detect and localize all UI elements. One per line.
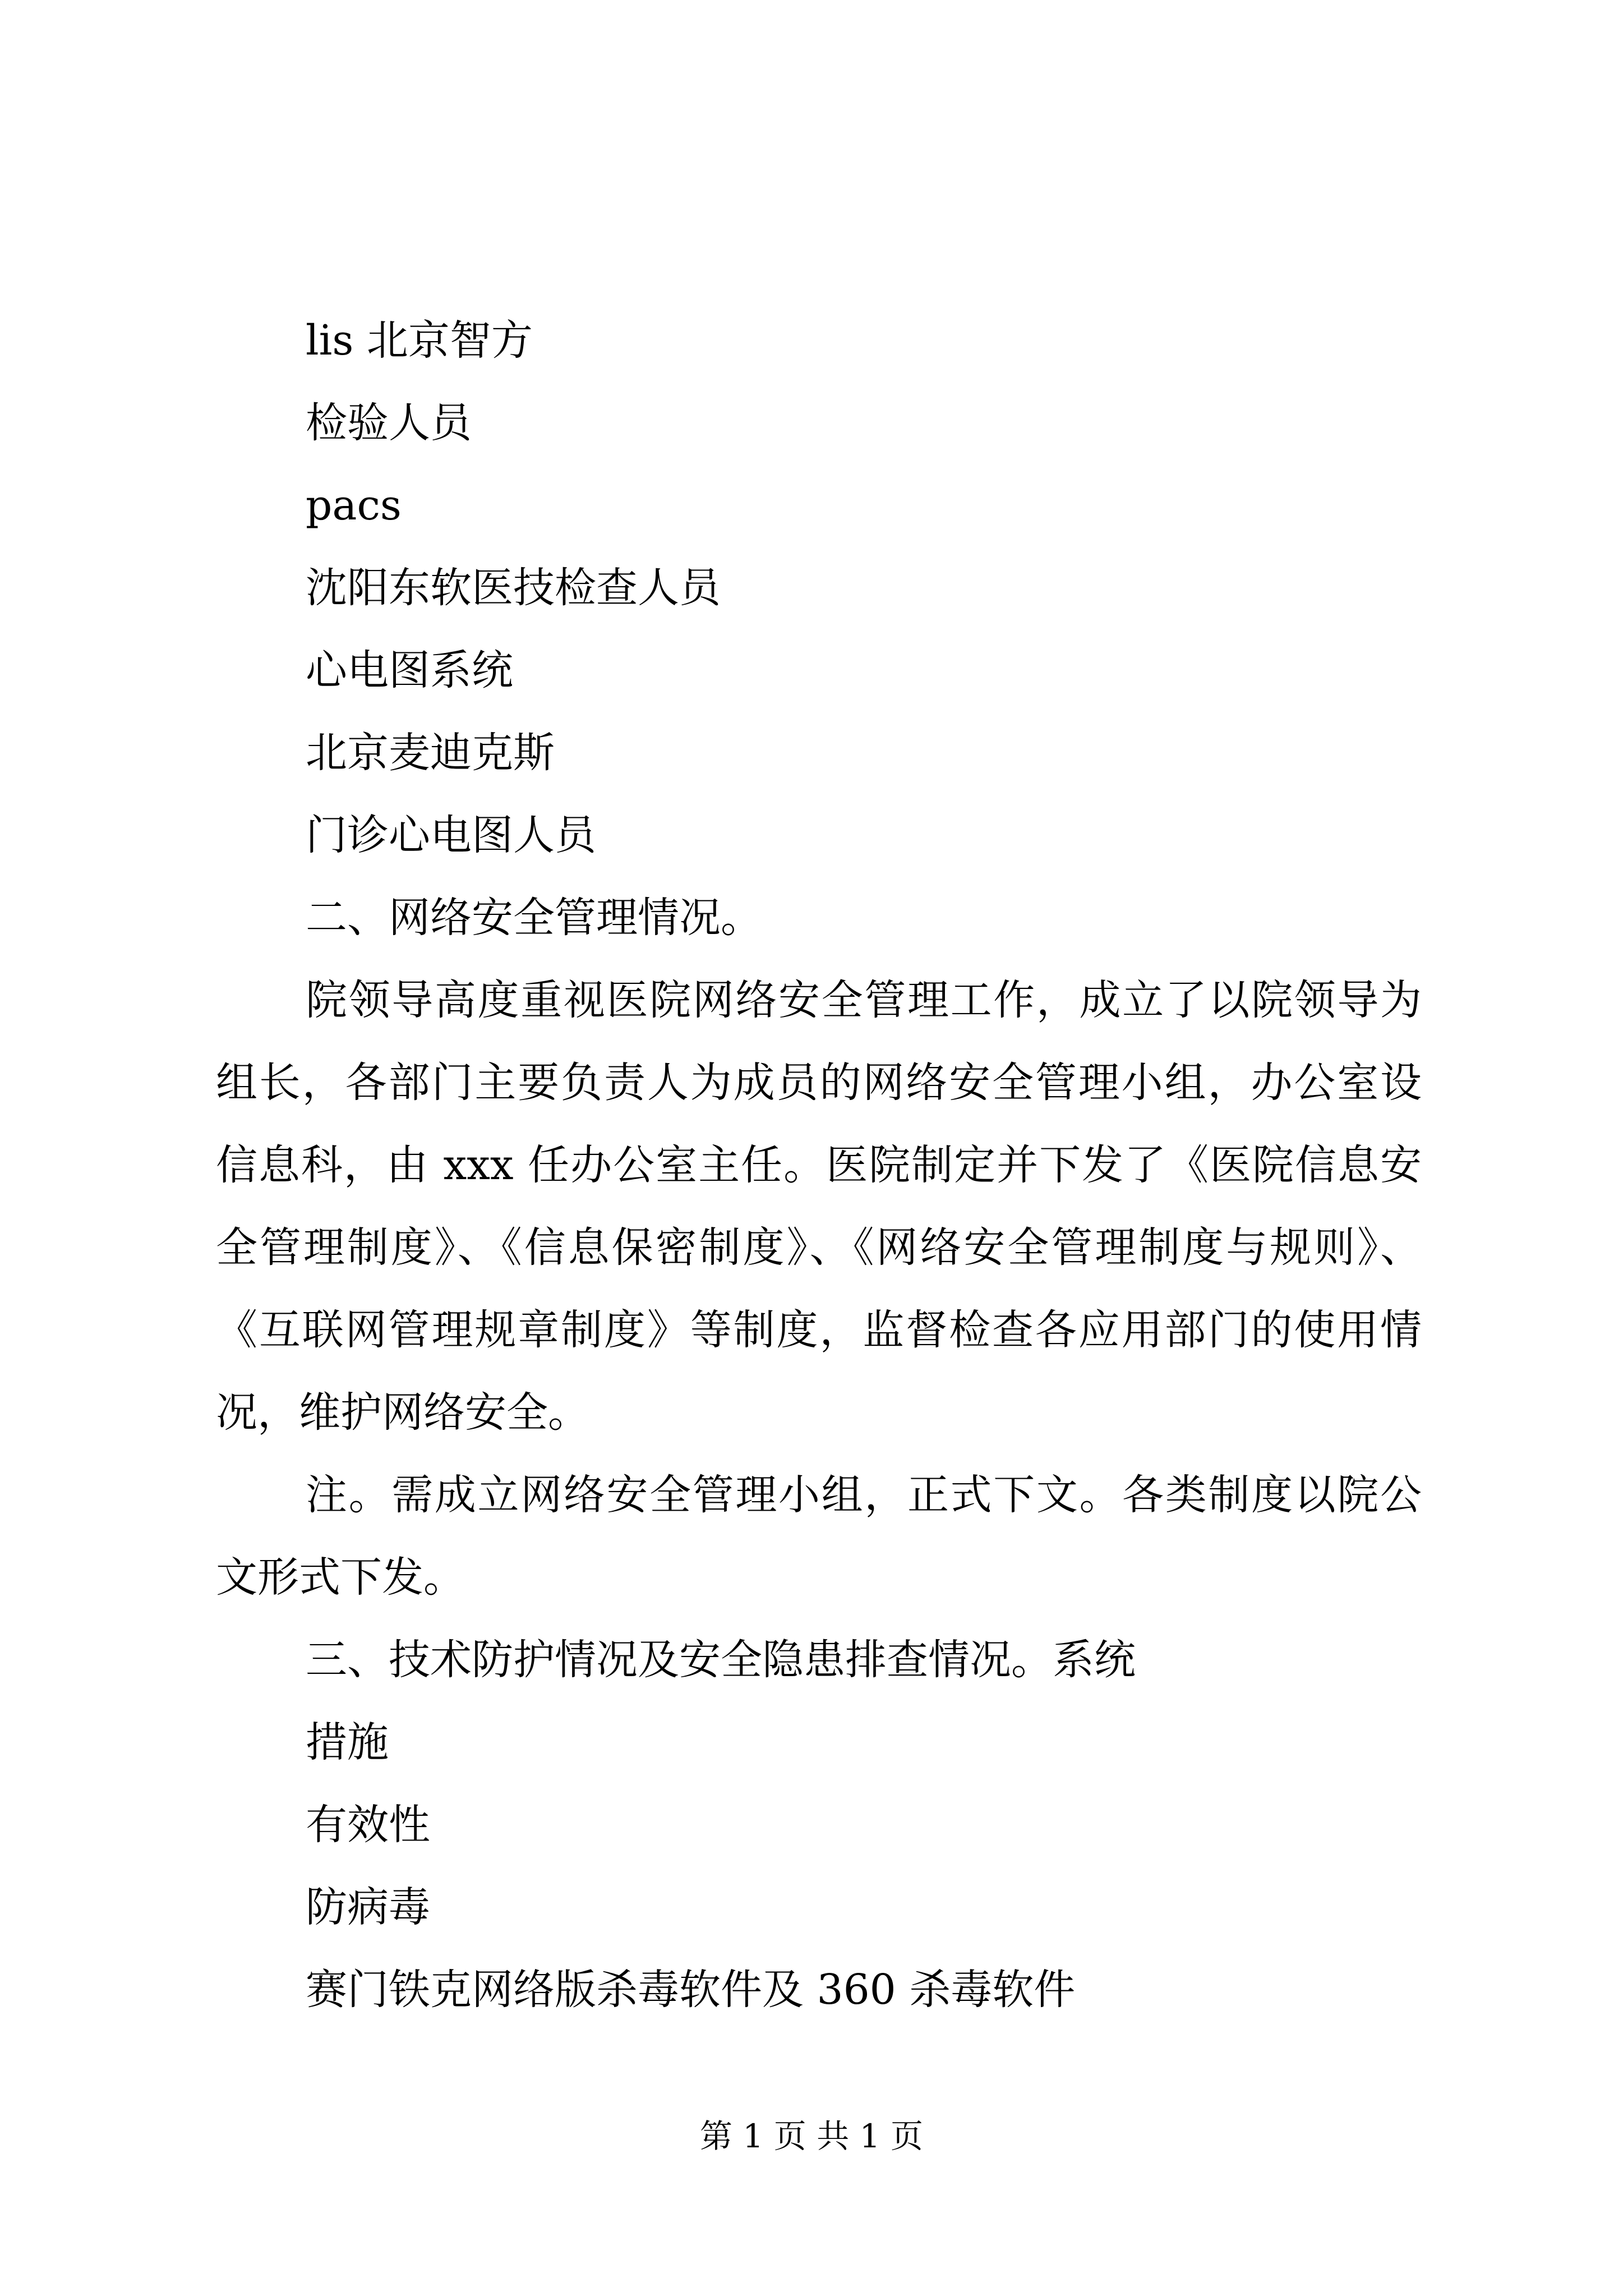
list-item: 门诊心电图人员 [306, 811, 596, 859]
section-heading-2: 二、网络安全管理情况。 [306, 894, 762, 942]
note-line: 文形式下发。 [216, 1553, 465, 1602]
list-item: 防病毒 [306, 1883, 430, 1931]
list-item: 沈阳东软医技检查人员 [306, 564, 721, 612]
paragraph-line: 况，维护网络安全。 [216, 1388, 589, 1437]
paragraph-line: 全管理制度》、《信息保密制度》、《网络安全管理制度与规则》、 [216, 1223, 1422, 1272]
list-item: lis 北京智方 [306, 316, 533, 365]
paragraph-line: 组长，各部门主要负责人为成员的网络安全管理小组，办公室设 [216, 1059, 1422, 1107]
list-item: pacs [306, 481, 402, 530]
paragraph-line: 院领导高度重视医院网络安全管理工作，成立了以院领导为 [306, 976, 1422, 1024]
paragraph-line: 《互联网管理规章制度》等制度，监督检查各应用部门的使用情 [216, 1306, 1422, 1354]
page-footer: 第 1 页 共 1 页 [700, 2117, 923, 2155]
list-item: 检验人员 [306, 399, 472, 447]
list-item: 赛门铁克网络版杀毒软件及 360 杀毒软件 [306, 1966, 1076, 2014]
list-item: 北京麦迪克斯 [306, 729, 555, 777]
list-item: 心电图系统 [306, 646, 513, 694]
list-item: 有效性 [306, 1801, 430, 1849]
paragraph-line: 信息科，由 xxx 任办公室主任。医院制定并下发了《医院信息安 [216, 1141, 1422, 1189]
section-heading-3: 三、技术防护情况及安全隐患排查情况。系统 [306, 1636, 1136, 1684]
note-line: 注。需成立网络安全管理小组，正式下文。各类制度以院公 [306, 1471, 1422, 1519]
list-item: 措施 [306, 1718, 389, 1766]
